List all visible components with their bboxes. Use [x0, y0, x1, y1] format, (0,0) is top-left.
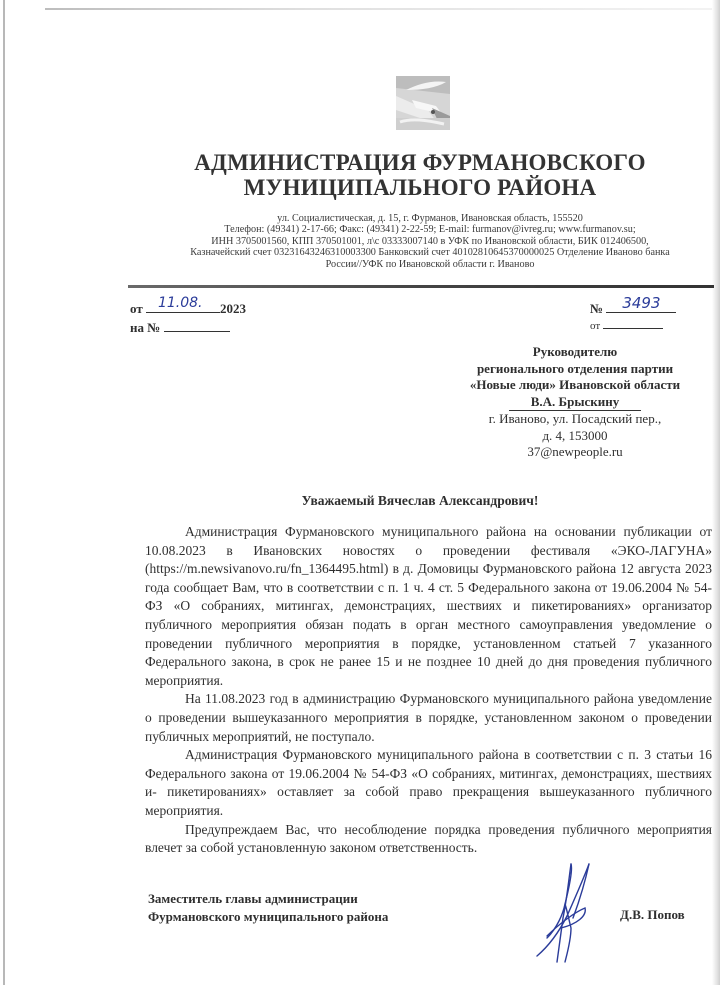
body-paragraph: Предупреждаем Вас, что несоблюдение порядка проведения публичного мероприятия влечет за собой установленную законом ответственность.: [145, 821, 712, 856]
number-date-field: [603, 317, 663, 329]
recipient-name: В.А. Брыскину: [509, 394, 642, 412]
body-paragraph: Администрация Фурмановского муниципального района на основании публикации от 10.08.2023 в Ивановских новостях о проведении фестиваля «ЭКО-ЛАГУНА» (https://m.newsivanovo.ru/fn_1364495.html) в д. Домовицы Фурмановского района 12 августа 2023 года сообщает Вам, что в соответствии с п. 1 ч. 4 ст. 5 Федерального закона от 19.06.2004 № 54-ФЗ «О собраниях, митингах, демонстрациях, шествиях и пикетированиях» организатор публичного мероприятия обязан подать в орган местного самоуправления уведомление о проведении публичного мероприятия в порядке, установленном статьей 7 указанного Федерального закона, в срок не ранее 15 и не позднее 10 дней до дня проведения публичного мероприятия.: [145, 524, 712, 688]
body-paragraph: Администрация Фурмановского муниципального района в соответствии с п. 3 статьи 16 Федерального закона от 19.06.2004 № 54-ФЗ «О собраниях, митингах, демонстрациях, шествиях и- пикетированиях» оставляет за собой право прекращения вышеуказанного публичного мероприятия.: [145, 747, 712, 818]
date-row: [130, 295, 246, 317]
letter-body: [145, 523, 712, 858]
date-prefix: от: [130, 301, 143, 316]
signatory-name: Д.В. Попов: [620, 907, 685, 922]
reply-number-field: [164, 317, 230, 332]
organization-contacts: [160, 213, 700, 270]
organization-title: [140, 150, 700, 200]
contact-bank-accounts: Казначейский счет 03231643246310003300 Банковский счет 40102810645370000025 Отделение Иваново банка: [190, 247, 670, 259]
handwritten-number: 3493: [622, 294, 661, 312]
number-prefix: №: [590, 301, 604, 316]
date-field: [146, 295, 220, 313]
outgoing-registration: [130, 295, 246, 336]
signatory-title-line: Фурмановского муниципального района: [148, 909, 389, 924]
recipient-email: 37@newpeople.ru: [527, 444, 623, 459]
handwritten-date: 11.08.: [157, 295, 203, 311]
recipient-address-street: г. Иваново, ул. Посадский пер.,: [488, 411, 662, 426]
date-year: 2023: [219, 301, 246, 316]
org-title-line: МУНИЦИПАЛЬНОГО РАЙОНА: [243, 175, 597, 200]
recipient-position: Руководителю: [532, 344, 618, 359]
recipient-address-house: д. 4, 153000: [542, 427, 608, 443]
reply-prefix: на №: [130, 320, 161, 335]
header-divider: [128, 285, 714, 288]
scan-edge-left: [3, 0, 5, 985]
number-date-prefix: от: [590, 320, 601, 332]
recipient-block: [455, 344, 695, 461]
coat-of-arms-icon: [392, 74, 454, 136]
scan-edge-right: [712, 0, 720, 985]
scan-edge-top: [45, 8, 720, 10]
signatory-title-line: Заместитель главы администрации: [148, 891, 358, 906]
salutation: Уважаемый Вячеслав Александрович!: [301, 493, 539, 508]
signatory-title: [148, 890, 388, 926]
recipient-organization: «Новые люди» Ивановской области: [469, 377, 681, 392]
recipient-department: регионального отделения партии: [476, 360, 674, 376]
handwritten-signature-icon: [527, 858, 607, 968]
contact-address: ул. Социалистическая, д. 15, г. Фурманов, Ивановская область, 155520: [277, 213, 583, 224]
org-title-line: АДМИНИСТРАЦИЯ ФУРМАНОВСКОГО: [194, 150, 646, 175]
contact-tax-ids: ИНН 3705001560, КПП 370501001, л\с 03333007140 в УФК по Ивановской области, БИК 012406500,: [211, 235, 649, 247]
contact-bank-branch: России//УФК по Ивановской области г. Иваново: [325, 258, 535, 270]
reply-row: [130, 317, 246, 336]
number-row: [590, 294, 676, 317]
number-field: [606, 294, 676, 313]
document-number: [590, 294, 676, 335]
body-paragraph: На 11.08.2023 год в администрацию Фурмановского муниципального района уведомление о проведении вышеуказанного мероприятия в порядке, установленном законом о проведении публичных мероприятий, не поступало.: [145, 691, 712, 744]
contact-phone-email: Телефон: (49341) 2-17-66; Факс: (49341) 2-22-59; E-mail: furmanov@ivreg.ru; www.furmanov.su;: [224, 224, 636, 236]
number-date-row: [590, 317, 676, 335]
